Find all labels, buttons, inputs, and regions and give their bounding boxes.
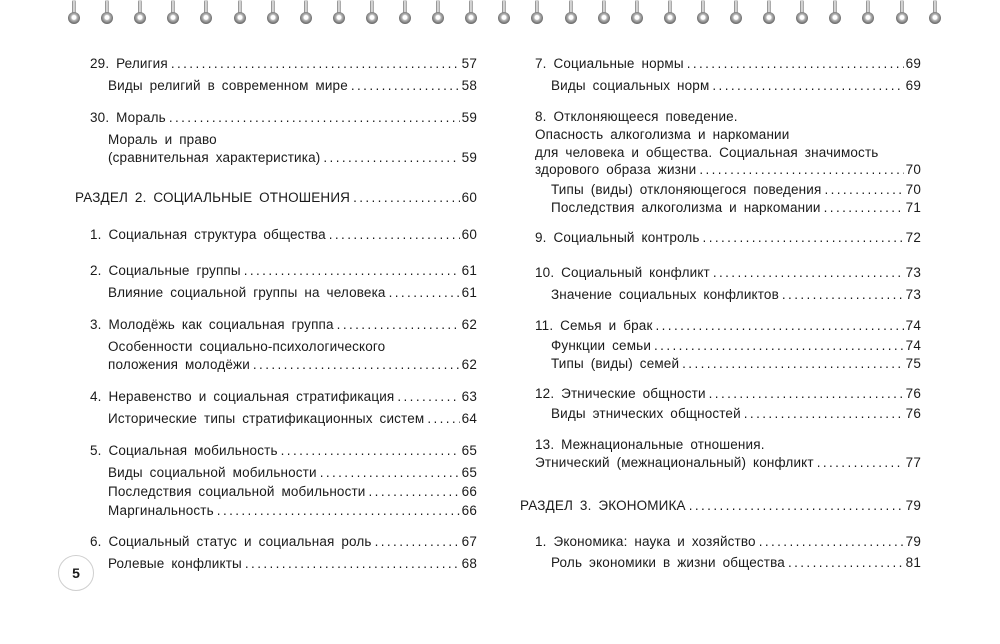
toc-subentry-line: Особенности социально-психологического [108,339,386,354]
toc-entry-title: 30. Мораль [90,110,166,125]
binding-ring [695,0,711,26]
binding-ring [331,0,347,26]
toc-entry-title: Маргинальность [108,503,214,518]
toc-entry-title: Последствия социальной мобильности [108,484,366,499]
toc-entry[interactable] [535,55,921,73]
toc-subentry[interactable] [108,410,477,428]
toc-entry-title: Виды этнических общностей [551,406,741,421]
toc-section-heading[interactable] [520,497,921,515]
dot-leader [375,533,460,551]
dot-leader [682,355,904,373]
toc-entry-title: 10. Социальный конфликт [535,265,710,280]
toc-entry-line: для человека и общества. Социальная значимость [535,145,879,160]
toc-entry-title: положения молодёжи [108,357,250,372]
toc-entry[interactable] [90,109,477,127]
toc-subentry[interactable] [551,286,921,304]
toc-entry-title: Этнический (межнациональный) конфликт [535,455,814,470]
dot-leader [824,181,903,199]
toc-entry-page: 79 [905,534,921,549]
dot-leader [689,497,904,515]
dot-leader [687,55,904,73]
toc-entry-page: 69 [905,56,921,71]
toc-entry[interactable] [90,316,477,334]
toc-entry-page: 60 [461,190,477,205]
dot-leader [244,262,460,280]
toc-entry-title: 11. Семья и брак [535,318,653,333]
dot-leader [171,55,460,73]
toc-entry-page: 66 [461,484,477,499]
dot-leader [788,554,904,572]
dot-leader [389,284,460,302]
toc-entry[interactable] [535,229,921,247]
toc-subentry[interactable] [551,77,921,95]
binding-ring [927,0,943,26]
toc-entry-page: 61 [461,285,477,300]
toc-entry-title: Исторические типы стратификационных систем [108,411,425,426]
toc-entry-title: Ролевые конфликты [108,556,242,571]
toc-entry-title: Типы (виды) отклоняющегося поведения [551,182,822,197]
toc-entry-title: 6. Социальный статус и социальная роль [90,534,372,549]
dot-leader [397,388,459,406]
toc-entry[interactable] [535,264,921,282]
toc-subentry[interactable] [551,554,921,572]
toc-entry-title: 2. Социальные группы [90,263,241,278]
binding-ring [463,0,479,26]
toc-entry-page: 63 [461,389,477,404]
binding-ring [761,0,777,26]
toc-subentry[interactable] [108,483,477,501]
dot-leader [245,555,460,573]
toc-entry-page: 59 [461,150,477,165]
toc-entry[interactable] [90,55,477,73]
binding-ring [496,0,512,26]
toc-entry-title: Типы (виды) семей [551,356,680,371]
toc-entry-title: 4. Неравенство и социальная стратификация [90,389,395,404]
toc-entry-title: Виды социальных норм [551,78,710,93]
dot-leader [281,442,460,460]
binding-ring [165,0,181,26]
toc-entry[interactable] [535,317,921,335]
toc-entry-title: Значение социальных конфликтов [551,287,779,302]
binding-ring [430,0,446,26]
dot-leader [744,405,904,423]
binding-ring [265,0,281,26]
binding-ring [794,0,810,26]
toc-subentry[interactable] [108,77,477,95]
toc-entry-page: 59 [461,110,477,125]
toc-entry-page: 61 [461,263,477,278]
toc-entry-line: Опасность алкоголизма и наркомании [535,127,790,142]
toc-entry-page: 70 [905,162,921,177]
page-number-badge: 5 [58,555,94,591]
toc-subentry[interactable] [108,284,477,302]
toc-entry-page: 70 [905,182,921,197]
binding-ring [662,0,678,26]
toc-entry-page: 66 [461,503,477,518]
toc-subentry[interactable] [551,405,921,423]
dot-leader [824,199,904,217]
toc-entry-page: 57 [461,56,477,71]
toc-entry-page: 62 [461,357,477,372]
dot-leader [782,286,904,304]
toc-entry-page: 72 [905,230,921,245]
toc-entry-page: 73 [905,265,921,280]
binding-ring [99,0,115,26]
toc-subentry[interactable] [551,199,921,217]
toc-entry-title: Функции семьи [551,338,652,353]
toc-entry-page: 77 [905,455,921,470]
binding-ring [728,0,744,26]
toc-entry-page: 60 [461,227,477,242]
toc-entry-page: 81 [905,555,921,570]
binding-ring [198,0,214,26]
toc-entry-page: 68 [461,556,477,571]
toc-entry-title: 1. Социальная структура общества [90,227,326,242]
toc-entry[interactable] [90,262,477,280]
toc-entry-title: 12. Этнические общности [535,386,706,401]
dot-leader [369,483,460,501]
dot-leader [759,533,904,551]
binding-ring [298,0,314,26]
dot-leader [320,464,460,482]
toc-entry-title: РАЗДЕЛ 2. СОЦИАЛЬНЫЕ ОТНОШЕНИЯ [75,190,351,205]
toc-subentry[interactable] [551,181,921,199]
toc-entry-title: Последствия алкоголизма и наркомании [551,200,821,215]
toc-entry[interactable] [535,533,921,551]
toc-entry-line: 8. Отклоняющееся поведение. [535,109,738,124]
toc-entry-page: 71 [905,200,921,215]
toc-entry-page: 79 [905,498,921,513]
toc-entry[interactable] [90,226,477,244]
binding-ring [629,0,645,26]
binding-ring [529,0,545,26]
dot-leader [712,77,903,95]
toc-subentry[interactable] [108,356,477,374]
binding-ring [596,0,612,26]
toc-entry-title: 9. Социальный контроль [535,230,700,245]
toc-entry[interactable] [535,161,921,179]
toc-entry[interactable] [90,442,477,460]
toc-entry-page: 75 [905,356,921,371]
dot-leader [337,316,460,334]
toc-subentry[interactable] [108,149,477,167]
dot-leader [217,502,460,520]
toc-subentry[interactable] [551,337,921,355]
toc-entry-title: здорового образа жизни [535,162,697,177]
binding-ring [860,0,876,26]
dot-leader [329,226,460,244]
toc-entry-title: РАЗДЕЛ 3. ЭКОНОМИКА [520,498,686,513]
binding-ring [827,0,843,26]
toc-entry-title: 5. Социальная мобильность [90,443,278,458]
toc-entry-title: 7. Социальные нормы [535,56,684,71]
toc-entry-title: (сравнительная характеристика) [108,150,321,165]
toc-entry-title: Влияние социальной группы на человека [108,285,386,300]
dot-leader [703,229,904,247]
toc-entry[interactable] [535,454,921,472]
dot-leader [169,109,460,127]
binding-ring [364,0,380,26]
toc-entry-page: 64 [461,411,477,426]
toc-entry[interactable] [90,388,477,406]
dot-leader [656,317,904,335]
binding-ring [132,0,148,26]
dot-leader [427,410,459,428]
toc-subentry[interactable] [108,502,477,520]
toc-entry-title: 3. Молодёжь как социальная группа [90,317,334,332]
binding-ring [66,0,82,26]
dot-leader [709,385,904,403]
dot-leader [654,337,904,355]
dot-leader [323,149,459,167]
binding-ring [563,0,579,26]
toc-entry-page: 74 [905,338,921,353]
toc-entry-page: 65 [461,443,477,458]
toc-entry-title: Виды социальной мобильности [108,465,317,480]
toc-entry-title: Роль экономики в жизни общества [551,555,785,570]
binding-ring [397,0,413,26]
toc-section-heading[interactable] [75,189,477,207]
toc-entry-title: 1. Экономика: наука и хозяйство [535,534,756,549]
toc-entry[interactable] [90,533,477,551]
dot-leader [699,161,903,179]
spiral-binding [0,0,1000,36]
toc-entry-page: 58 [461,78,477,93]
toc-entry-page: 73 [905,287,921,302]
toc-subentry-line: Мораль и право [108,132,217,147]
dot-leader [353,189,460,207]
toc-entry-title: 29. Религия [90,56,168,71]
toc-entry-title: Виды религий в современном мире [108,78,348,93]
toc-entry-page: 76 [905,406,921,421]
toc-entry-page: 74 [905,318,921,333]
dot-leader [351,77,460,95]
dot-leader [817,454,904,472]
binding-ring [894,0,910,26]
dot-leader [253,356,460,374]
toc-entry[interactable] [535,385,921,403]
binding-ring [232,0,248,26]
dot-leader [713,264,904,282]
toc-entry-page: 67 [461,534,477,549]
toc-entry-line: 13. Межнациональные отношения. [535,437,765,452]
toc-subentry[interactable] [108,464,477,482]
toc-subentry[interactable] [108,555,477,573]
toc-entry-page: 76 [905,386,921,401]
toc-entry-page: 65 [461,465,477,480]
toc-subentry[interactable] [551,355,921,373]
toc-entry-page: 62 [461,317,477,332]
toc-entry-page: 69 [905,78,921,93]
